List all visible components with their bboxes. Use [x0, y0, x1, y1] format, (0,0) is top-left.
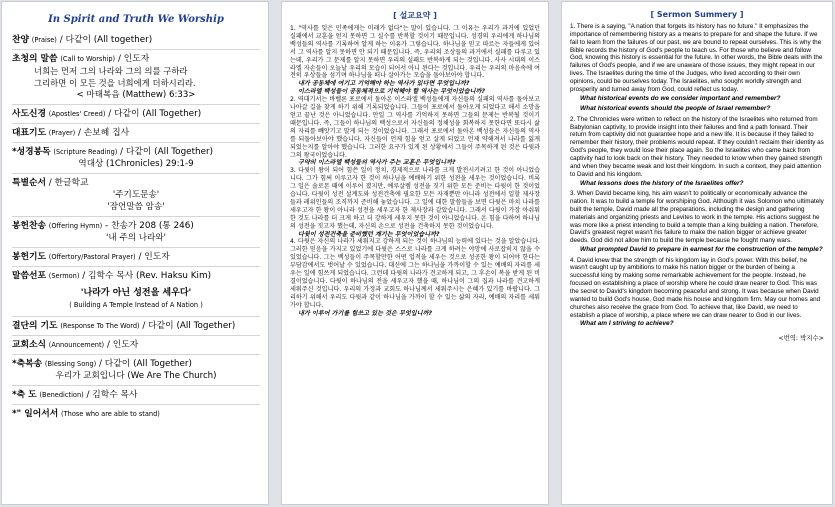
order-english: (Benediction) [39, 391, 84, 399]
order-label: *" 일어서서 [12, 409, 59, 419]
summary-title: [ 설교요약 ] [393, 11, 437, 20]
summary-paragraph: 3. When David became king, his aim wasn't to politically or economically advance the nation. It was to build a temple for worshiping God. Although it was Solomon who ultimately built the temple, David made all the preparations, including the design and gathering materials and organizing priests and Levites to work in the temple. His actions suggest he was more like a priest intending to build a temple than a king building a nation. Therefore, David's greatest regret wasn't his failure to make the nation bigger or achieve greater deeds. God did not allow him to build the temple because he fought many wars. [570, 190, 824, 245]
order-label: *성경봉독 [12, 147, 51, 157]
discussion-question: 다윗이 성전건축을 준비했던 계기는 무엇이었습니까? [298, 230, 440, 238]
order-label: *축복송 [12, 359, 43, 369]
order-english: (Offertory/Pastoral Prayer) [48, 253, 136, 261]
order-label: 말씀선포 [12, 271, 46, 281]
blessing-song-title: 우리가 교회입니다 (We Are The Church) [55, 371, 217, 381]
discussion-question: What am I striving to achieve? [580, 320, 674, 328]
order-label: 초청의 말씀 [12, 54, 58, 64]
summary-paragraph: 2. The Chronicles were written to reflect on the history of the Israelites who returned from Babylonian captivity, to provide insight into their failures and find a path forward. Their return from captivity did not guarantee hope and a new life. It is because if they failed to remember their history, their problems would repeat. If they couldn't reclaim their identity as God's people, they would lose their place again. So the Israelites who came back from captivity had to look back on their history. They needed to know when they gained strength and when they became weak and lost their kingdom. In such a context, they paid attention to David and his kingdom. [570, 115, 824, 178]
translator-credit: <번역: 박지수> [778, 333, 824, 342]
order-item-offering-hymn [12, 217, 260, 248]
order-label: 봉헌기도 [12, 252, 46, 262]
order-english: (Response To The Word) [60, 322, 140, 330]
order-item-special [12, 174, 260, 217]
order-label: 찬양 [12, 35, 29, 45]
order-leader: - 찬송가 208 (통 246) [105, 221, 194, 231]
hymn-title: '내 주의 나라와' [106, 233, 166, 243]
discussion-question: What prompted David to prepare in earnest for the construction of the temple? [580, 246, 823, 254]
scripture-reference: 역대상 (1Chronicles) 29:1-9 [78, 159, 194, 169]
page-title: In Spirit and Truth We Worship [48, 14, 224, 25]
order-english: (Call to Worship) [60, 55, 116, 63]
summary-paragraph: 4. David knew that the strength of his kingdom lay in God's power. With this belief, he wasn't caught up by ambitions to make his nation bigger or the burden of being a successful king by making some remarkable achievement for the people. Instead, he focused on establishing a place of worship where he could draw nearer to God. This was the secret to David's kingdom becoming peaceful and strong. It was because when David wanted to build God's house, God made his house and kingdom firm. May our homes and churches also receive the grace from God. To achieve that, like David, we need to establish a place of worship, a place where we can draw nearer to God in our lives. [570, 256, 821, 319]
order-leader: / 한글학교 [48, 178, 89, 188]
order-item-offertory-prayer [12, 248, 260, 267]
summary-paragraph: 1. There is a saying, "A nation that forgets its history has no future." It emphasizes the importance of remembering history as a means to prepare for and shape the future. If we fail to learn from the failures of our past, we are bound to repeat ourselves. This is why the Bible records the history of God's people to teach us. For those who believe and follow God, knowing this history is essential for the future. In other words, the Bible deals with the failures of God's people, and if we are unaware of those issues, they might repeat in our lives. The Israelites during the time of the Judges, who lived according to their own opinions, could be ourselves today. The Israelites, who sought worldly strength and prosperity and turned away from God, could reflect us today. [570, 23, 823, 93]
order-item-scripture [12, 143, 260, 174]
order-item-sermon [12, 267, 260, 317]
order-item-announcement [12, 336, 260, 355]
order-label: 대표기도 [12, 128, 46, 138]
order-item-blessing-song [12, 355, 260, 386]
order-english: (Offering Hymn) [48, 222, 103, 230]
call-verse-line: 너희는 먼저 그의 나라와 그의 의를 구하라 [34, 66, 188, 76]
discussion-question: 내가 공동체에 여기고 기억해야 하는 역사가 있다면 무엇입니까? [298, 80, 470, 88]
order-label: 봉헌찬송 [12, 221, 46, 231]
order-item-stand-note [12, 405, 260, 423]
order-english: (Those who are able to stand) [61, 410, 160, 418]
discussion-question: 구약의 이스라엘 백성들의 역사가 주는 교훈은 무엇입니까? [298, 159, 456, 167]
order-english: (Prayer) [48, 129, 76, 137]
order-leader: / 다같이 (All together) [59, 35, 153, 45]
order-item-response [12, 317, 260, 336]
summary-paragraph: 1. "역사를 잊은 민족에게는 미래가 없다"는 말이 있습니다. 그 이유는 우리가 과거에 있었던 실패에서 교훈을 얻지 못하면 그 실수를 반복할 것이기 때문입니다. 성경의 우리에게 하나님의 백성들의 역사를 기록하여 알게 하는 이유가 그렇습니다. 하나님을 믿고 따르는 자들에게 있어서 그 역사를 알지 못하면 안 되기 때문입니다. 즉, 우리의 조상들의 과거에서 실패를 다루고 있는데, 우리가 그 문제를 알지 못하면 우리의 실패도 반복하게 되는 것입니다. 사사 시대의 이스라엘 자손들이 오늘날 우리의 모습이 되어서 아니 된다는 것입니다. 우리는 우리의 마음속에 여전히 우상들을 섬기며 하나님을 떠나 살아가는 모습을 돌아보아야 합니다. [290, 25, 540, 80]
order-english: (Announcement) [48, 341, 105, 349]
special-line: '잠언말씀 암송' [107, 202, 165, 212]
order-english: (Apostles' Creed) [48, 110, 106, 118]
order-item-creed [12, 105, 260, 124]
order-leader: / 다같이 (All Together) [99, 359, 192, 369]
sermon-title: '나라가 아닌 성전을 세우다' [80, 288, 192, 298]
summary-title: [ Sermon Summery ] [650, 10, 744, 19]
order-english: (Blessing Song) [44, 360, 97, 368]
order-leader: / 다같이 (All Together) [142, 321, 236, 331]
order-leader: / 다같이 (All Together) [120, 147, 214, 157]
order-label: 특별순서 [12, 178, 46, 188]
order-leader: / 인도자 [106, 340, 139, 350]
order-label: *축 도 [12, 390, 37, 400]
order-leader: / 김학수 목사 (Rev. Haksu Kim) [82, 271, 212, 281]
english-summary-page [561, 1, 833, 505]
discussion-question: 이스라엘 백성들이 공동체적으로 기억해야 할 역사는 무엇이었습니까? [298, 88, 485, 96]
order-label: 결단의 기도 [12, 321, 58, 331]
order-english: (Scripture Reading) [53, 148, 118, 156]
order-leader: / 손보혜 집사 [78, 128, 130, 138]
order-leader: / 인도자 [117, 54, 150, 64]
order-leader: / 다같이 (All Together) [108, 109, 202, 119]
order-leader: / 김학수 목사 [86, 390, 138, 400]
summary-paragraph: 3. 다윗이 왕이 되어 힘쓴 일이 정치, 경제적으로 나라를 크게 발전시키려고 한 것이 아니었습니다. 그가 힘써 이루고자 한 것이 하나님을 예배하기 위한 성전을 세우는 것이었습니다. 비록 그 일은 솔로몬 때에 이루어 졌지만, 예루살렘 성전을 짓기 위한 모든 준비는 다윗이 한 것이었습니다. 다윗이 성전 설계도와 성전건축에 필요한 모든 자재뿐만 아니라 성전에서 일할 제사장들과 레위인들의 조직까지 준비해 놓았습니다. 그 일에 대한 말씀들을 보면 다윗은 마치 나라를 세우고자 한 왕이 아니라 성전을 세우고자 한 제사장과 같았습니다. 그래서 다윗이 가장 아쉬워한 것도 나라를 더 크게 하고 더 강하게 세우지 못한 것이 아니었습니다. 온 힘을 다하여 하나님의 성전을 짓고자 했는데, 자신의 손으로 성전을 건축하지 못한 것이었습니다. [290, 167, 540, 230]
worship-order-page [1, 1, 269, 505]
order-item-praise [12, 31, 260, 50]
order-item-call [12, 50, 260, 105]
korean-summary-page [281, 1, 549, 505]
order-label: 교회소식 [12, 340, 46, 350]
discussion-question: What historical events do we consider important and remember? [580, 94, 781, 102]
discussion-question: What historical events should the people of Israel remember? [580, 105, 771, 113]
summary-paragraph: 4. 다윗은 자신의 나라가 세워지고 강하게 되는 것이 하나님의 능력에 있다는 것을 알았습니다. 그러한 믿음을 가지고 있었기에 다윗은 스스로 나라를 크게 하려는 야망에 사로잡히지 않을 수 있었습니다. 그는 백성들이 주목할만한 어떤 업적을 세우는 것으로 성공한 왕이 되어야 한다는 부담감에서도 벗어날 수 있었습니다. 대신에 그는 하나님을 가까이할 수 있는 예배의 자리를 세우는 일에 힘쓰게 되었습니다. 그런데 다윗의 나라가 견고하게 되고, 그 후손이 복을 받게 된 비결이었습니다. 다윗이 하나님의 전을 세우고자 했을 때, 하나님이 그의 집과 나라를 견고하게 세워주신 것입니다. 우리의 가정과 교회도 하나님께서 세워주시는 은혜가 있기를 바랍니다. 그리하기 위해서 우리도 다윗과 같이 하나님을 가까이 할 수 있는 삶의 자리, 예배의 자리를 세워가야 합니다. [290, 238, 540, 309]
special-line: '주기도문송' [112, 190, 160, 200]
discussion-question: What lessons does the history of the Israelites offer? [580, 179, 744, 187]
order-label: 사도신경 [12, 109, 46, 119]
call-verse-reference: < 마태복음 (Matthew) 6:33> [76, 90, 196, 100]
discussion-question: 내가 이루어 가기를 힘쓰고 있는 것은 무엇입니까? [298, 309, 432, 317]
order-english: (Praise) [31, 36, 57, 44]
sermon-subtitle: ( Building A Temple Instead of A Nation ) [69, 301, 203, 309]
summary-paragraph: 2. 역대기서는 바벨론 포로에서 돌아온 이스라엘 백성들에게 자신들의 실패의 역사를 돌아보고 나아갈 길을 찾게 하기 위해 기록되었습니다. 그들이 포로에서 돌아오게 되었다고 해서 소망을 얻고 끝난 것은 아니었습니다. 만일 그 역사를 기억하지 못하면 그들의 문제는 반복될 것이기 때문입니다. 즉, 그들이 하나님의 백성으로서 자신들의 정체성을 회복하지 못한다면 또다시 삶의 자리를 빼앗기고 말게 되는 것이었습니다. 그래서 포로에서 돌아온 백성들은 자신들의 역사를 되돌아보아야 했습니다. 자신들이 언제 힘을 얻고 살게 되었고 언제 약해져서 나라를 잃게 되었는지를 알아야 했습니다. 그러한 요구가 있게 된 상황에서 그들이 주목하게 된 것은 다윗과 그의 왕국이었습니다. [290, 96, 540, 159]
call-verse-line: 그리하면 이 모든 것을 너희에게 더하시리라. [34, 78, 196, 88]
order-item-prayer [12, 124, 260, 143]
order-leader: / 인도자 [138, 252, 170, 262]
order-item-benediction [12, 386, 260, 405]
order-english: (Sermon) [48, 272, 80, 280]
